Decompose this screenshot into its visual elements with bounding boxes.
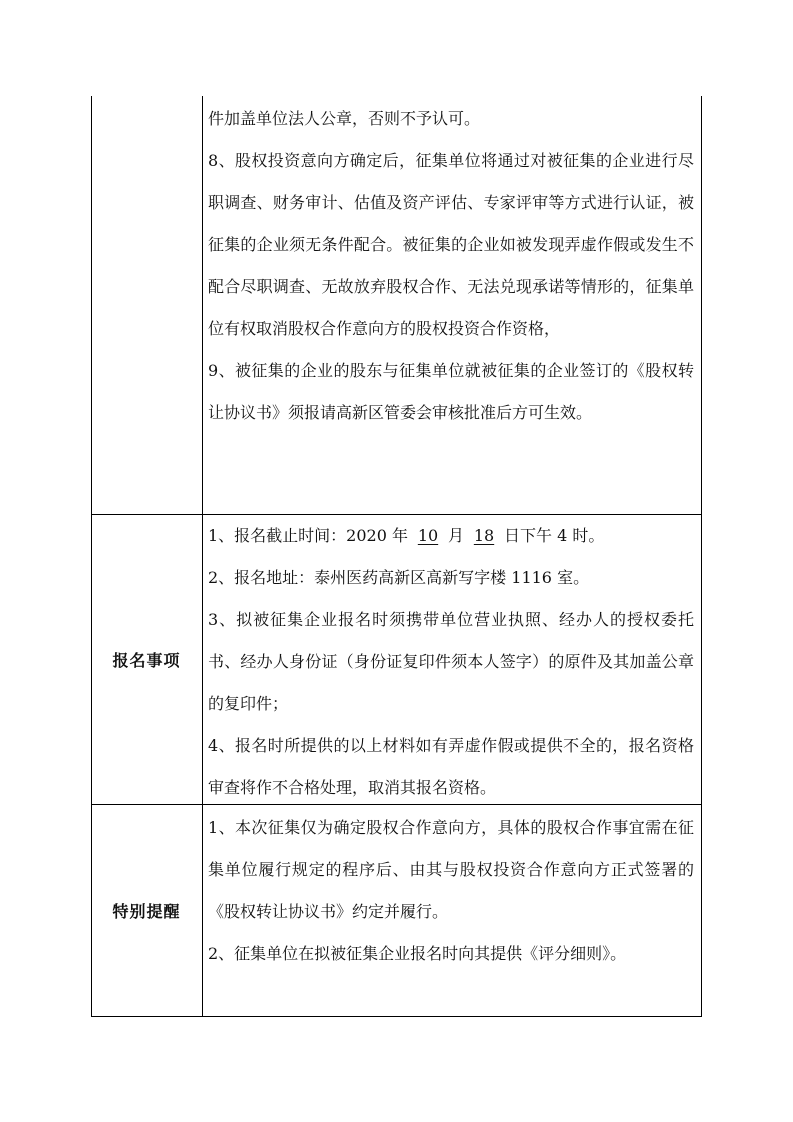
deadline-month-suffix: 月 — [448, 526, 465, 545]
table-row-registration — [91, 515, 702, 804]
deadline-paragraph — [208, 515, 694, 557]
deadline-month: 10 — [417, 526, 439, 545]
deadline-day-suffix: 日下午 4 时。 — [504, 526, 605, 545]
paragraph: 4、报名时所提供的以上材料如有弄虚作假或提供不全的，报名资格审查将作不合格处理，取消其报名资格。 — [208, 736, 694, 797]
table-row-continuation — [91, 96, 702, 514]
paragraph: 9、被征集的企业的股东与征集单位就被征集的企业签订的《股权转让协议书》须报请高新区管委会审核批准后方可生效。 — [208, 361, 694, 422]
deadline-day: 18 — [473, 526, 495, 545]
paragraph: 2、报名地址：泰州医药高新区高新写字楼 1116 室。 — [208, 568, 590, 587]
row-label: 报名事项 — [112, 651, 181, 670]
row-content — [208, 515, 694, 809]
paragraph: 件加盖单位法人公章，否则不予认可。 — [208, 109, 481, 128]
row-content — [208, 98, 694, 434]
deadline-prefix: 1、报名截止时间：2020 年 — [208, 526, 408, 545]
table-bottom-border — [91, 1016, 702, 1017]
paragraph: 1、本次征集仅为确定股权合作意向方，具体的股权合作事宜需在征集单位履行规定的程序后、由其与股权投资合作意向方正式签署的《股权转让协议书》约定并履行。 — [208, 818, 694, 921]
row-content — [208, 807, 694, 975]
paragraph: 2、征集单位在拟被征集企业报名时向其提供《评分细则》。 — [208, 944, 627, 963]
paragraph: 8、股权投资意向方确定后，征集单位将通过对被征集的企业进行尽职调查、财务审计、估值及资产评估、专家评审等方式进行认证，被征集的企业须无条件配合。被征集的企业如被发现弄虚作假或发生不配合尽职调查、无故放弃股权合作、无法兑现承诺等情形的，征集单位有权取消股权合作意向方的股权投资合作资格， — [208, 151, 694, 338]
table-row-special-notice — [91, 805, 702, 1016]
paragraph: 3、拟被征集企业报名时须携带单位营业执照、经办人的授权委托书、经办人身份证（身份证复印件须本人签字）的原件及其加盖公章的复印件； — [208, 610, 694, 713]
row-label: 特别提醒 — [112, 902, 181, 921]
